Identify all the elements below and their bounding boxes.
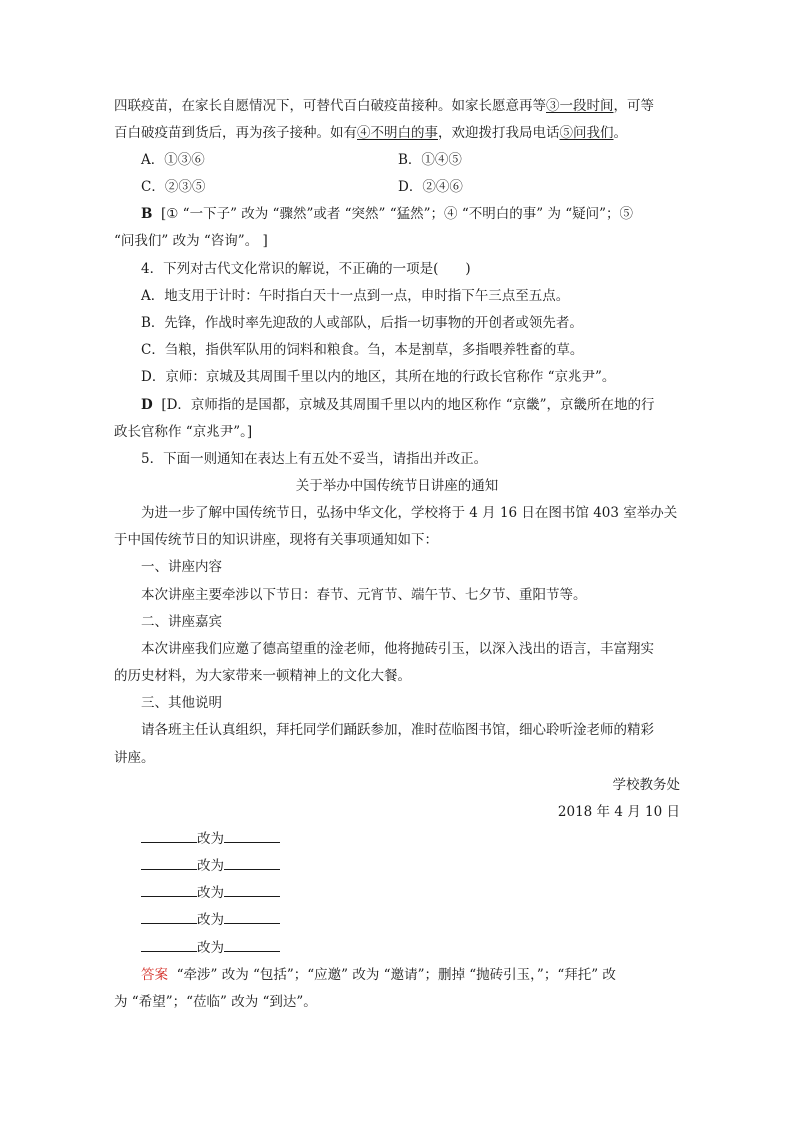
q4-option-c: C．刍粮，指供军队用的饲料和粮食。刍，本是割草，多指喂养牲畜的草。 xyxy=(141,342,584,358)
blank-before[interactable] xyxy=(141,911,197,924)
notice-para-4-line-1: 请各班主任认真组织，拜托同学们踊跃参加，准时莅临图书馆，细心聆听淦老师的精彩 xyxy=(141,722,654,738)
blank-after[interactable] xyxy=(224,830,280,843)
notice-heading-2: 二、讲座嘉宾 xyxy=(141,614,222,630)
notice-date: 2018 年 4 月 10 日 xyxy=(557,804,680,820)
q3-text-line-1: 四联疫苗，在家长自愿情况下，可替代百白破疫苗接种。如家长愿意再等③一段时间，可等 xyxy=(114,98,654,114)
blank-after[interactable] xyxy=(224,884,280,897)
q5-answer-line-1: 答案 “牵涉” 改为 “包括”；“应邀” 改为 “邀请”；删掉 “抛砖引玉，”；“拜托” 改 xyxy=(141,967,616,983)
q3-answer-letter: B xyxy=(141,206,153,222)
underlined-phrase-3: ③一段时间 xyxy=(546,98,614,114)
notice-para-3-line-1: 本次讲座我们应邀了德高望重的淦老师，他将抛砖引玉，以深入浅出的语言，丰富翔实 xyxy=(141,641,654,657)
blank-after[interactable] xyxy=(224,911,280,924)
q3-option-c: C．②③⑤ xyxy=(141,179,206,195)
q3-answer-line-2: “问我们” 改为 “咨询”。 ] xyxy=(114,233,268,249)
notice-para-3-line-2: 的历史材料，为大家带来一顿精神上的文化大餐。 xyxy=(114,668,411,684)
blank-before[interactable] xyxy=(141,857,197,870)
notice-signer: 学校教务处 xyxy=(612,777,680,793)
q4-answer-line-1: D [D．京师指的是国都，京城及其周围千里以内的地区称作 “京畿”，京畿所在地的行 xyxy=(141,397,655,413)
q3-text-line-2: 百白破疫苗到货后，再为孩子接种。如有④不明白的事，欢迎拨打我局电话⑤问我们。 xyxy=(114,125,627,141)
notice-para-4-line-2: 讲座。 xyxy=(114,750,155,766)
blank-row-1: 改为 xyxy=(141,830,280,848)
answer-label: 答案 xyxy=(141,967,168,983)
q4-answer-line-2: 政长官称作 “京兆尹”。] xyxy=(114,424,253,440)
blank-row-2: 改为 xyxy=(141,857,280,875)
underlined-phrase-4: ④不明白的事 xyxy=(357,125,438,141)
notice-para-1-line-2: 于中国传统节日的知识讲座，现将有关事项通知如下： xyxy=(114,532,438,548)
q5-stem: 5．下面一则通知在表达上有五处不妥当，请指出并改正。 xyxy=(141,451,488,467)
blank-before[interactable] xyxy=(141,939,197,952)
blank-before[interactable] xyxy=(141,830,197,843)
blank-before[interactable] xyxy=(141,884,197,897)
q3-option-a: A．①③⑥ xyxy=(141,152,205,168)
q3-option-b: B．①④⑤ xyxy=(398,152,462,168)
notice-para-2: 本次讲座主要牵涉以下节日：春节、元宵节、端午节、七夕节、重阳节等。 xyxy=(141,587,587,603)
notice-para-1-line-1: 为进一步了解中国传统节日，弘扬中华文化，学校将于 4 月 16 日在图书馆 403 室举办关 xyxy=(141,505,678,521)
q4-stem: 4．下列对古代文化常识的解说，不正确的一项是( ) xyxy=(141,261,471,277)
q4-option-d: D．京师：京城及其周围千里以内的地区，其所在地的行政长官称作 “京兆尹”。 xyxy=(141,369,616,385)
notice-title: 关于举办中国传统节日讲座的通知 xyxy=(295,478,499,494)
blank-row-3: 改为 xyxy=(141,884,280,902)
q4-option-b: B．先锋，作战时率先迎敌的人或部队，后指一切事物的开创者或领先者。 xyxy=(141,315,583,331)
q5-answer-line-2: 为 “希望”；“莅临” 改为 “到达”。 xyxy=(114,994,317,1010)
blank-after[interactable] xyxy=(224,857,280,870)
q4-option-a: A．地支用于计时：午时指白天十一点到一点，申时指下午三点至五点。 xyxy=(141,288,570,304)
notice-heading-3: 三、其他说明 xyxy=(141,695,222,711)
underlined-phrase-5: ⑤问我们 xyxy=(559,125,614,141)
blank-row-4: 改为 xyxy=(141,911,280,929)
blank-after[interactable] xyxy=(224,939,280,952)
q4-answer-letter: D xyxy=(141,397,153,413)
notice-heading-1: 一、讲座内容 xyxy=(141,559,222,575)
blank-row-5: 改为 xyxy=(141,939,280,957)
q3-answer-line-1: B [① “一下子” 改为 “骤然”或者 “突然” “猛然”；④ “不明白的事” 为 “疑问”；⑤ xyxy=(141,206,634,222)
q3-option-d: D．②④⑥ xyxy=(398,179,463,195)
